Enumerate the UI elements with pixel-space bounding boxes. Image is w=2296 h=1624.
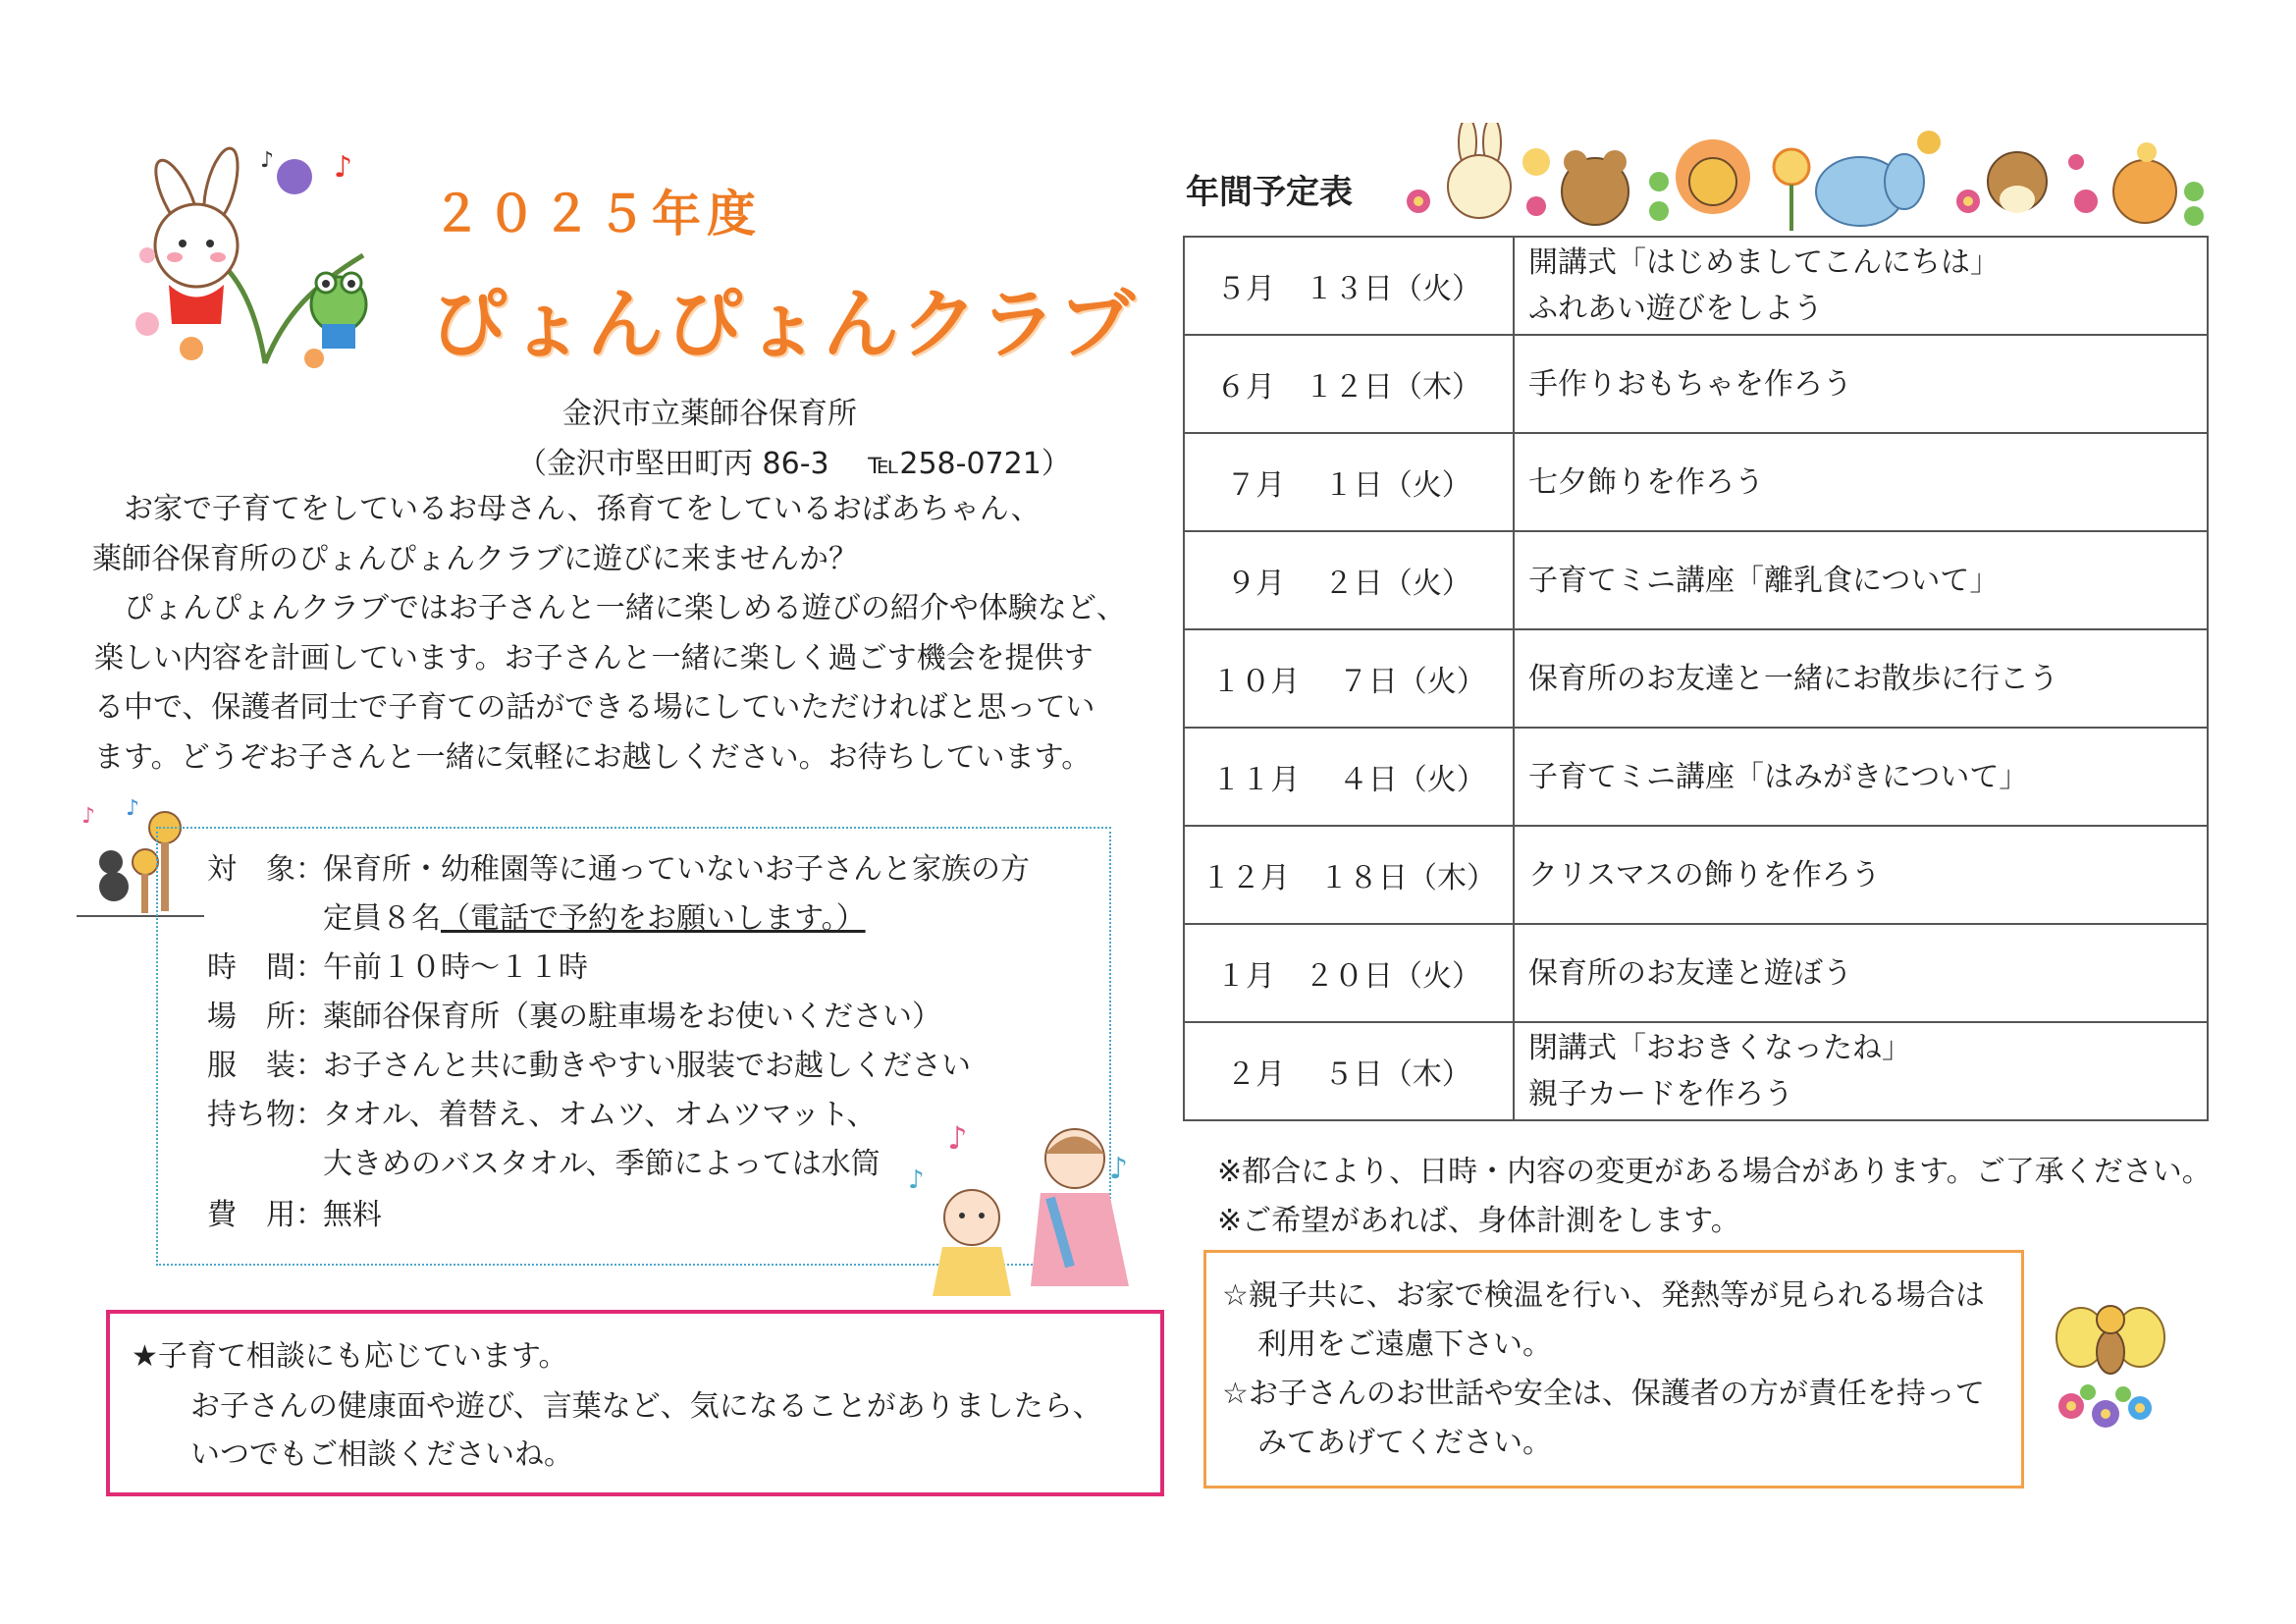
fee-value: 無料 [323, 1198, 382, 1232]
organization-address: （金沢市堅田町丙 86-3 ℡258-0721） [517, 447, 1071, 481]
dress-label: 服 装： [207, 1049, 325, 1083]
notice-text: ☆お子さんのお世話や安全は、保護者の方が責任を持って [1222, 1377, 1985, 1411]
year-heading: ２０２５年度 [432, 186, 762, 243]
schedule-date: １０月 ７日（火） [1184, 629, 1514, 728]
animals-flowers-border-illustration [1399, 123, 2214, 236]
activity-line: ふれあい遊びをしよう [1528, 292, 1823, 326]
consultation-box [106, 1310, 1164, 1496]
rabbit-frog-flower-illustration [118, 137, 402, 373]
activity-line: 子育てミニ講座「はみがきについて」 [1528, 759, 2029, 794]
page-title: ぴょんぴょんクラブ [430, 281, 1138, 369]
schedule-date: １１月 ４日（火） [1184, 728, 1514, 826]
schedule-note: ※ご希望があれば、身体計測をします。 [1217, 1204, 1740, 1238]
target-row [207, 844, 1030, 888]
schedule-date: ７月 １日（火） [1184, 433, 1514, 531]
fee-row [207, 1190, 382, 1233]
activity-line: 開講式「はじめましてこんにちは」 [1528, 245, 2000, 280]
schedule-activity [1514, 728, 2208, 826]
schedule-date: １２月 １８日（木） [1184, 826, 1514, 924]
items-row [207, 1090, 876, 1133]
items-value: タオル、着替え、オムツ、オムツマット、 [323, 1098, 877, 1132]
schedule-row [1184, 335, 2208, 433]
intro-line: ぴょんぴょんクラブではお子さんと一緒に楽しめる遊びの紹介や体験など、 [94, 591, 1126, 625]
schedule-activity [1514, 531, 2208, 629]
schedule-table [1183, 236, 2209, 1121]
svg-text:♪: ♪ [334, 150, 353, 185]
time-value: 午前１０時～１１時 [323, 950, 588, 985]
items-label: 持ち物： [207, 1098, 325, 1132]
activity-line: クリスマスの飾りを作ろう [1528, 857, 1881, 893]
intro-line: ます。どうぞお子さんと一緒に気軽にお越しください。お待ちしています。 [94, 739, 1092, 775]
activity-line: 保育所のお友達と一緒にお散歩に行こう [1528, 661, 2058, 696]
schedule-row [1184, 826, 2208, 924]
schedule-activity [1514, 433, 2208, 531]
schedule-row [1184, 433, 2208, 531]
schedule-row [1184, 629, 2208, 728]
schedule-row [1184, 531, 2208, 629]
items-row-2 [323, 1139, 881, 1182]
target-label: 対 象： [207, 852, 325, 887]
dress-row [207, 1041, 971, 1084]
time-label: 時 間： [207, 950, 325, 985]
place-value: 薬師谷保育所（裏の駐車場をお使いください） [323, 1000, 941, 1034]
activity-line: 子育てミニ講座「離乳食について」 [1528, 563, 2000, 598]
bee-flowers-illustration [2047, 1298, 2174, 1435]
notice-text: 利用をご遠慮下さい。 [1257, 1327, 1552, 1362]
intro-line: 薬師谷保育所のぴょんぴょんクラブに遊びに来ませんか？ [92, 541, 858, 576]
activity-line: 保育所のお友達と遊ぼう [1528, 955, 1852, 991]
schedule-row [1184, 237, 2208, 335]
organization-name: 金沢市立薬師谷保育所 [562, 397, 857, 431]
svg-text:♪: ♪ [1109, 1152, 1129, 1186]
consult-text: いつでもご相談くださいね。 [190, 1437, 573, 1472]
place-row [207, 992, 941, 1035]
capacity-row [323, 893, 866, 937]
svg-text:♪: ♪ [947, 1119, 968, 1157]
schedule-date: ２月 ５日（木） [1184, 1022, 1514, 1120]
notice-text: みてあげてください。 [1257, 1426, 1552, 1460]
target-value: 保育所・幼稚園等に通っていないお子さんと家族の方 [323, 852, 1030, 887]
svg-text:♪: ♪ [81, 804, 96, 829]
svg-text:♪: ♪ [260, 148, 275, 173]
consult-heading: ★子育て相談にも応じています。 [132, 1339, 568, 1374]
schedule-activity [1514, 629, 2208, 728]
schedule-activity [1514, 335, 2208, 433]
notice-text: ☆親子共に、お家で検温を行い、発熱等が見られる場合は [1222, 1278, 1985, 1313]
capacity-note: （電話で予約をお願いします。） [441, 901, 866, 936]
parent-child-illustration [903, 1110, 1148, 1306]
schedule-activity [1514, 1022, 2208, 1120]
intro-line: お家で子育てをしているお母さん、孫育てをしているおばあちゃん、 [94, 492, 1041, 526]
place-label: 場 所： [207, 1000, 325, 1034]
schedule-row [1184, 728, 2208, 826]
schedule-title: 年間予定表 [1186, 173, 1353, 212]
schedule-activity [1514, 237, 2208, 335]
schedule-row [1184, 924, 2208, 1022]
dress-value: お子さんと共に動きやすい服装でお越しください [323, 1049, 971, 1083]
intro-line: る中で、保護者同士で子育ての話ができる場にしていただければと思ってい [94, 690, 1095, 725]
svg-text:♪: ♪ [908, 1165, 925, 1195]
intro-line: 楽しい内容を計画しています。お子さんと一緒に楽しく過ごす機会を提供す [94, 640, 1094, 676]
schedule-date: ６月 １２日（木） [1184, 335, 1514, 433]
activity-line: 親子カードを作ろう [1528, 1077, 1793, 1111]
schedule-date: ５月 １３日（火） [1184, 237, 1514, 335]
capacity-value: 定員８名 [323, 901, 441, 936]
time-row [207, 943, 588, 986]
svg-text:♪: ♪ [126, 796, 140, 821]
items-value: 大きめのバスタオル、季節によっては水筒 [323, 1147, 881, 1181]
schedule-note: ※都合により、日時・内容の変更がある場合があります。ご了承ください。 [1217, 1155, 2212, 1189]
schedule-row [1184, 1022, 2208, 1120]
notice-box [1203, 1250, 2024, 1489]
schedule-activity [1514, 924, 2208, 1022]
schedule-date: ９月 ２日（火） [1184, 531, 1514, 629]
activity-line: 閉講式「おおきくなったね」 [1528, 1031, 1911, 1065]
fee-label: 費 用： [207, 1198, 325, 1232]
consult-text: お子さんの健康面や遊び、言葉など、気になることがありましたら、 [190, 1389, 1102, 1424]
activity-line: 手作りおもちゃを作ろう [1528, 366, 1852, 402]
activity-line: 七夕飾りを作ろう [1528, 464, 1764, 500]
schedule-activity [1514, 826, 2208, 924]
intro-text [94, 485, 1154, 783]
schedule-date: １月 ２０日（火） [1184, 924, 1514, 1022]
